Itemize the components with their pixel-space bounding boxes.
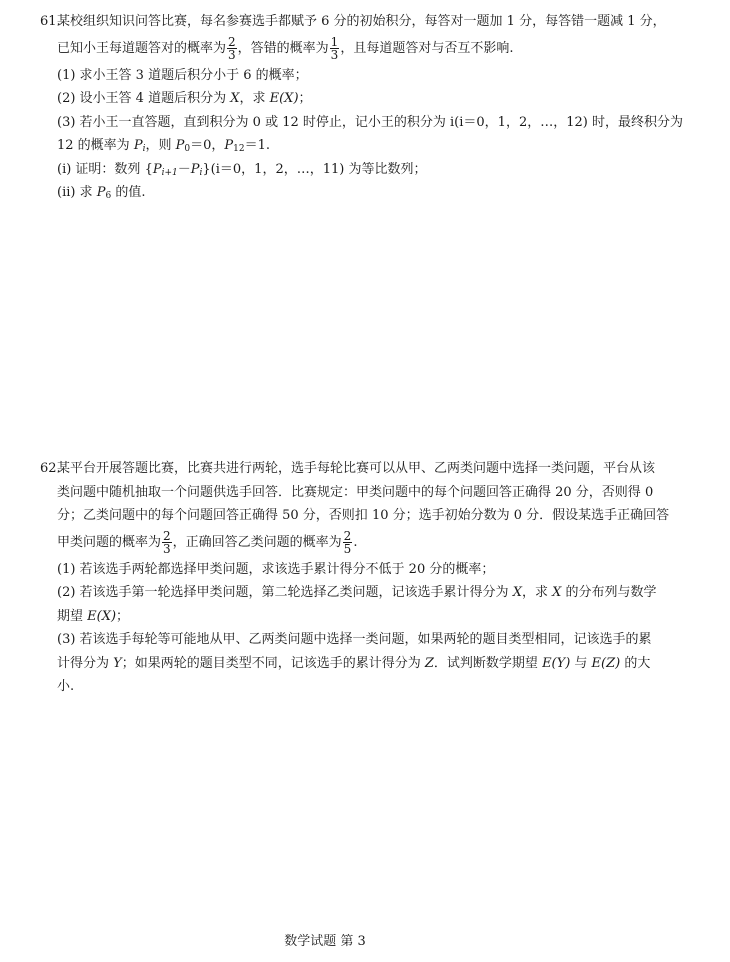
problem-number: 61. [40, 14, 61, 29]
question-2: (2) 设小王答 4 道题后积分为 X，求 E(X)； [57, 91, 312, 106]
question-3-line-1: (3) 若小王一直答题，直到积分为 0 或 12 时停止，记小王的积分为 i(i＝0，1，2，…，12) 时，最终积分为 [57, 114, 683, 130]
problem-62 [40, 457, 690, 699]
fraction: $\frac{1}{3}$ [330, 34, 339, 62]
problem-62-line-4: 甲类问题的概率为 $\frac{2}{3}$ ，正确回答乙类问题的概率为 $\frac{2}{5}$ . [57, 528, 358, 556]
fraction: $\frac{2}{3}$ [228, 34, 236, 62]
page-footer: 数学试题 第 3 [284, 934, 366, 949]
question-2-line-1: (2) 若该选手第一轮选择甲类问题，第二轮选择乙类问题，记该选手累计得分为 X，求 X 的分布列与数学 [57, 585, 657, 600]
problem-number: 62. [40, 461, 61, 476]
problem-61 [40, 10, 690, 205]
fraction: $\frac{2}{3}$ [163, 528, 171, 556]
question-1: (1) 若该选手两轮都选择甲类问题，求该选手累计得分不低于 20 分的概率； [57, 561, 495, 577]
problem-61-line-1: 61.某校组织知识问答比赛，每名参赛选手都赋予 6 分的初始积分，每答对一题加 1 分，每答错一题减 1 分， [40, 10, 690, 34]
problem-62-line-2: 类问题中随机抽取一个问题供选手回答．比赛规定：甲类问题中的每个问题回答正确得 20 分，否则得 0 [57, 484, 654, 500]
question-3i: (i) 证明：数列 $\{P_{i+1}-P_i\}(i=0$，1，2，…，11) 为等比数列； [57, 161, 427, 178]
problem-62-line-1: 62.某平台开展答题比赛，比赛共进行两轮，选手每轮比赛可以从甲、乙两类问题中选择一类问题，平台从该 [40, 457, 690, 481]
question-1: (1) 求小王答 3 道题后积分小于 6 的概率； [57, 67, 308, 83]
problem-61-line-2: 已知小王每道题答对的概率为 $\frac{2}{3}$ ，答错的概率为 $\frac{1}{3}$ ，且每道题答对与否互不影响. [57, 34, 514, 62]
question-2-line-2: 期望 E(X)； [57, 608, 130, 624]
question-3-line-1: (3) 若该选手每轮等可能地从甲、乙两类问题中选择一类问题，如果两轮的题目类型相同，记该选手的累 [57, 632, 652, 647]
question-3-line-3: 小. [57, 679, 75, 694]
question-3ii: (ii) 求 $P_6$ 的值. [57, 185, 146, 201]
question-3-line-2: 12 的概率为 $P_i$，则 $P_0=0$，$P_{12}=1$. [57, 138, 270, 154]
question-3-line-2: 计得分为 Y；如果两轮的题目类型不同，记该选手的累计得分为 Z．试判断数学期望 E(Y) 与 E(Z) 的大 [57, 655, 651, 671]
problem-62-line-3: 分；乙类问题中的每个问题回答正确得 50 分，否则扣 10 分；选手初始分数为 0 分．假设某选手正确回答 [57, 508, 670, 523]
fraction: $\frac{2}{5}$ [343, 528, 352, 556]
